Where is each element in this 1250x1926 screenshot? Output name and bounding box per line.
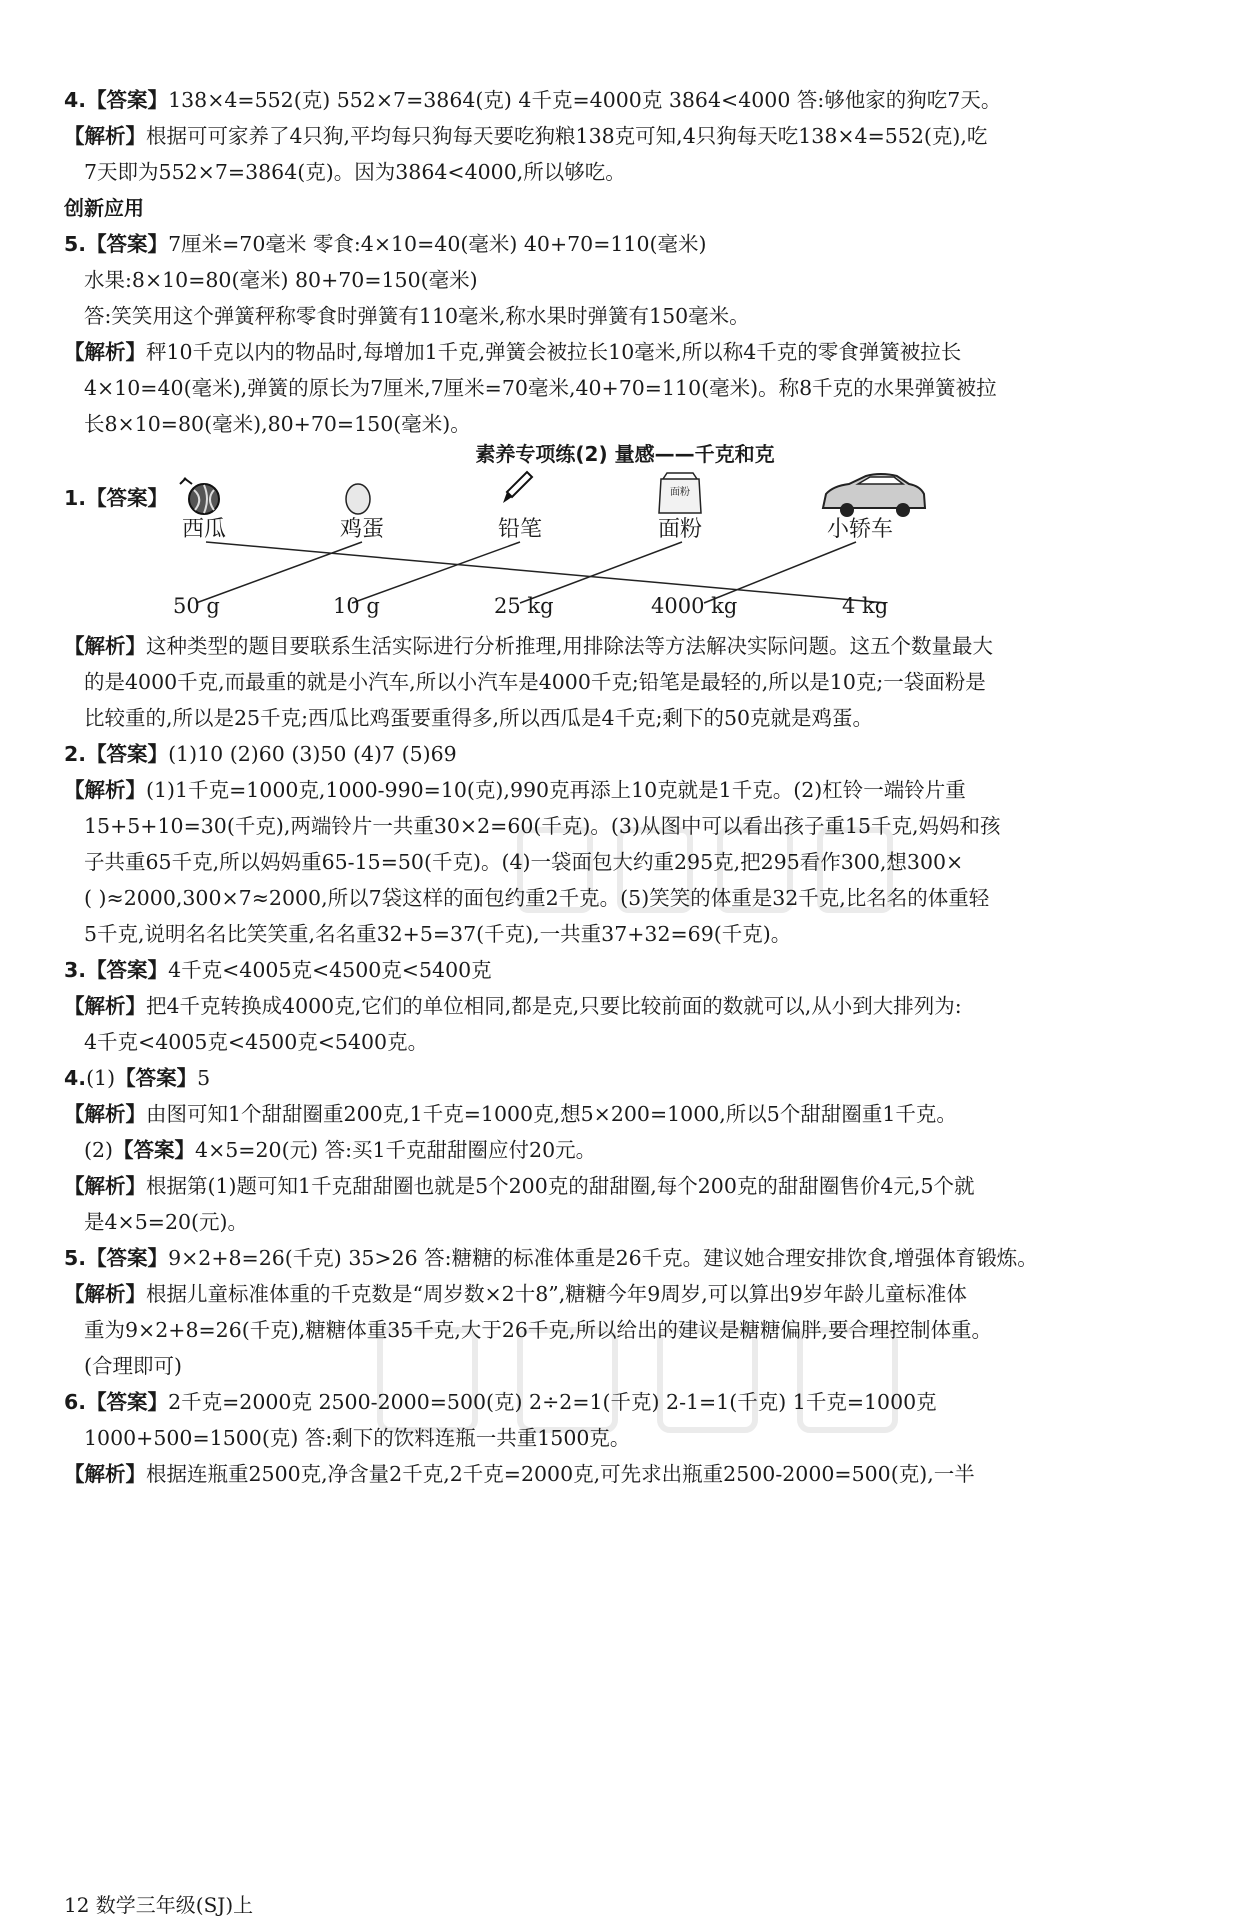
analysis-text: 长8×10=80(毫米),80+70=150(毫米)。 — [84, 412, 471, 436]
question-number: 5. — [64, 1246, 87, 1270]
item-label-watermelon: 西瓜 — [181, 517, 226, 542]
answer-text: 1000+500=1500(克) 答:剩下的饮料连瓶一共重1500克。 — [84, 1426, 631, 1450]
section-title: 素养专项练(2) 量感——千克和克 — [475, 442, 775, 466]
analysis-tag: 【解析】 — [64, 124, 146, 148]
analysis-text: 把4千克转换成4000克,它们的单位相同,都是克,只要比较前面的数就可以,从小到大排列为: — [146, 994, 962, 1018]
weight-label: 50 g — [173, 594, 220, 618]
answer-text: 7厘米=70毫米 零食:4×10=40(毫米) 40+70=110(毫米) — [168, 232, 707, 256]
weight-label: 4 kg — [842, 594, 889, 618]
answer-text: 9×2+8=26(千克) 35>26 答:糖糖的标准体重是26千克。建议她合理安排饮食,增强体育锻炼。 — [168, 1246, 1038, 1270]
analysis-text: 这种类型的题目要联系生活实际进行分析推理,用排除法等方法解决实际问题。这五个数量最大 — [146, 634, 994, 658]
analysis-tag: 【解析】 — [64, 1282, 146, 1306]
analysis-tag: 【解析】 — [64, 994, 146, 1018]
sub-question-number: (2) — [84, 1138, 114, 1162]
answer-tag: 【答案】 — [86, 232, 169, 256]
analysis-text: 秤10千克以内的物品时,每增加1千克,弹簧会被拉长10毫米,所以称4千克的零食弹簧被拉长 — [146, 340, 962, 364]
question-number: 6. — [64, 1390, 87, 1414]
analysis-text: 5千克,说明名名比笑笑重,名名重32+5=37(千克),一共重37+32=69(千克)。 — [84, 922, 792, 946]
answer-text: (1)10 (2)60 (3)50 (4)7 (5)69 — [168, 742, 457, 766]
analysis-text: 的是4000千克,而最重的就是小汽车,所以小汽车是4000千克;铅笔是最轻的,所以是10克;一袋面粉是 — [84, 670, 986, 694]
answer-text: 5 — [197, 1066, 211, 1090]
answer-tag: 【答案】 — [86, 958, 169, 982]
section-heading: 创新应用 — [64, 196, 144, 220]
analysis-tag: 【解析】 — [64, 1102, 146, 1126]
flour-bag-text: 面粉 — [670, 487, 690, 498]
answer-tag: 【答案】 — [86, 88, 169, 112]
analysis-text: 7天即为552×7=3864(克)。因为3864<4000,所以够吃。 — [84, 160, 626, 184]
analysis-text: 根据第(1)题可知1千克甜甜圈也就是5个200克的甜甜圈,每个200克的甜甜圈售价4元,5个就 — [146, 1174, 975, 1198]
analysis-tag: 【解析】 — [64, 1174, 146, 1198]
answer-text: 答:笑笑用这个弹簧秤称零食时弹簧有110毫米,称水果时弹簧有150毫米。 — [84, 304, 750, 328]
sub-question-number: (1) — [86, 1066, 116, 1090]
weight-label: 25 kg — [494, 594, 554, 618]
analysis-text: 由图可知1个甜甜圈重200克,1千克=1000克,想5×200=1000,所以5个甜甜圈重1千克。 — [146, 1102, 957, 1126]
item-label-flour: 面粉 — [657, 517, 702, 542]
answer-text: 138×4=552(克) 552×7=3864(克) 4千克=4000克 3864<4000 答:够他家的狗吃7天。 — [168, 88, 1002, 112]
question-number: 1. — [64, 486, 87, 510]
analysis-text: 根据儿童标准体重的千克数是“周岁数×2十8”,糖糖今年9周岁,可以算出9岁年龄儿童标准体 — [146, 1282, 967, 1306]
analysis-text: 根据可可家养了4只狗,平均每只狗每天要吃狗粮138克可知,4只狗每天吃138×4=552(克),吃 — [146, 124, 988, 148]
analysis-tag: 【解析】 — [64, 634, 146, 658]
analysis-text: 是4×5=20(元)。 — [84, 1210, 249, 1234]
analysis-text: 4×10=40(毫米),弹簧的原长为7厘米,7厘米=70毫米,40+70=110(毫米)。称8千克的水果弹簧被拉 — [84, 376, 997, 400]
question-number: 4. — [64, 88, 87, 112]
analysis-tag: 【解析】 — [64, 1462, 146, 1486]
analysis-text: 15+5+10=30(千克),两端铃片一共重30×2=60(千克)。(3)从图中可以看出孩子重15千克,妈妈和孩 — [84, 814, 1001, 838]
answer-text: 水果:8×10=80(毫米) 80+70=150(毫米) — [84, 268, 478, 292]
question-number: 3. — [64, 958, 87, 982]
question-number: 5. — [64, 232, 87, 256]
analysis-text: (合理即可) — [84, 1354, 182, 1378]
analysis-tag: 【解析】 — [64, 340, 146, 364]
analysis-text: 子共重65千克,所以妈妈重65-15=50(千克)。(4)一袋面包大约重295克,把295看作300,想300× — [84, 850, 964, 874]
answer-tag: 【答案】 — [113, 1138, 196, 1162]
weight-label: 4000 kg — [651, 594, 738, 618]
analysis-text: 根据连瓶重2500克,净含量2千克,2千克=2000克,可先求出瓶重2500-2000=500(克),一半 — [146, 1462, 975, 1486]
item-label-pencil: 铅笔 — [497, 517, 542, 542]
analysis-text: 4千克<4005克<4500克<5400克。 — [84, 1030, 429, 1054]
question-number: 2. — [64, 742, 87, 766]
question-number: 4. — [64, 1066, 87, 1090]
answer-tag: 【答案】 — [86, 742, 169, 766]
analysis-tag: 【解析】 — [64, 778, 146, 802]
analysis-text: ( )≈2000,300×7≈2000,所以7袋这样的面包约重2千克。(5)笑笑的体重是32千克,比名名的体重轻 — [84, 886, 990, 910]
answer-tag: 【答案】 — [115, 1066, 198, 1090]
analysis-text: 比较重的,所以是25千克;西瓜比鸡蛋要重得多,所以西瓜是4千克;剩下的50克就是鸡蛋。 — [84, 706, 874, 730]
answer-tag: 【答案】 — [86, 1390, 169, 1414]
item-label-car: 小轿车 — [826, 517, 893, 542]
answer-text: 4×5=20(元) 答:买1千克甜甜圈应付20元。 — [195, 1138, 597, 1162]
page-footer: 12 数学三年级(SJ)上 — [64, 1893, 254, 1917]
weight-label: 10 g — [333, 594, 380, 618]
item-label-egg: 鸡蛋 — [339, 517, 384, 542]
answer-text: 4千克<4005克<4500克<5400克 — [168, 958, 492, 982]
answer-tag: 【答案】 — [86, 486, 169, 510]
analysis-text: (1)1千克=1000克,1000-990=10(克),990克再添上10克就是1千克。(2)杠铃一端铃片重 — [146, 778, 966, 802]
answer-tag: 【答案】 — [86, 1246, 169, 1270]
analysis-text: 重为9×2+8=26(千克),糖糖体重35千克,大于26千克,所以给出的建议是糖糖偏胖,要合理控制体重。 — [84, 1318, 992, 1342]
answer-text: 2千克=2000克 2500-2000=500(克) 2÷2=1(千克) 2-1=1(千克) 1千克=1000克 — [168, 1390, 937, 1414]
